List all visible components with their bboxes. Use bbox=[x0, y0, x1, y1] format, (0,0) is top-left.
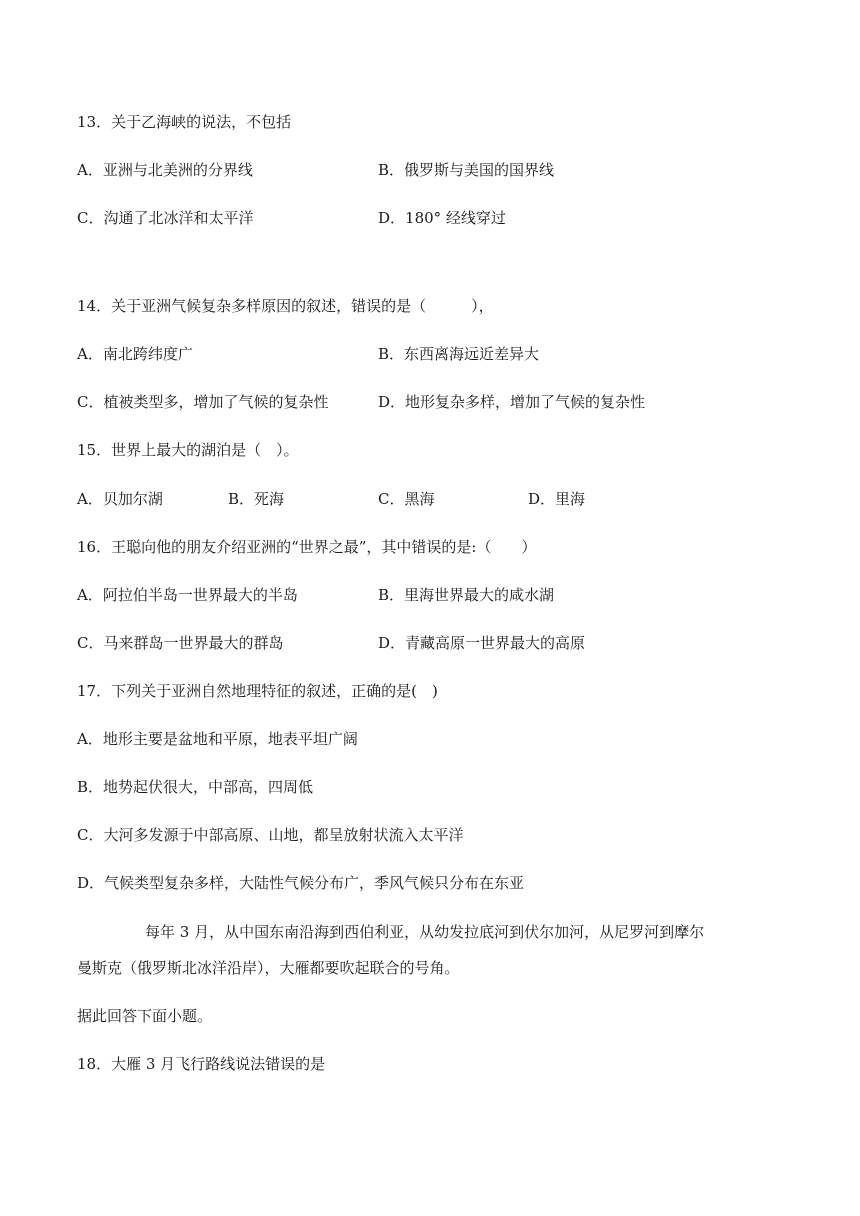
question-18-stem: 18．大雁 3 月飞行路线说法错误的是 bbox=[77, 1055, 326, 1073]
passage-prompt: 据此回答下面小题。 bbox=[77, 1007, 213, 1025]
question-14-option-b: B．东西离海远近差异大 bbox=[378, 345, 540, 363]
question-14-option-d: D．地形复杂多样，增加了气候的复杂性 bbox=[378, 393, 646, 411]
question-15-option-a: A．贝加尔湖 bbox=[77, 490, 163, 508]
question-15-option-d: D．里海 bbox=[528, 490, 586, 508]
question-13-option-d: D．180° 经线穿过 bbox=[378, 209, 506, 227]
question-17-option-b: B．地势起伏很大，中部高，四周低 bbox=[77, 778, 314, 796]
question-17-option-c: C．大河多发源于中部高原、山地，都呈放射状流入太平洋 bbox=[77, 826, 464, 844]
question-13-option-a: A．亚洲与北美洲的分界线 bbox=[77, 161, 253, 179]
question-16-option-d: D．青藏高原一世界最大的高原 bbox=[378, 634, 586, 652]
question-16-option-a: A．阿拉伯半岛一世界最大的半岛 bbox=[77, 586, 298, 604]
passage-line-2: 曼斯克（俄罗斯北冰洋沿岸），大雁都要吹起联合的号角。 bbox=[77, 959, 460, 977]
question-13-stem: 13．关于乙海峡的说法，不包括 bbox=[77, 113, 292, 131]
question-15-option-c: C．黑海 bbox=[378, 490, 435, 508]
question-14-stem: 14．关于亚洲气候复杂多样原因的叙述，错误的是（ ）， bbox=[77, 297, 494, 315]
question-16-stem: 16．王聪向他的朋友介绍亚洲的“世界之最”，其中错误的是:（ ） bbox=[77, 538, 537, 556]
passage-line-1: 每年 3 月，从中国东南沿海到西伯利亚，从幼发拉底河到伏尔加河，从尼罗河到摩尔 bbox=[145, 923, 705, 941]
question-17-stem: 17．下列关于亚洲自然地理特征的叙述，正确的是( ) bbox=[77, 682, 438, 700]
question-15-stem: 15．世界上最大的湖泊是（ ）。 bbox=[77, 441, 299, 459]
question-13-option-c: C．沟通了北冰洋和太平洋 bbox=[77, 209, 254, 227]
question-13-option-b: B．俄罗斯与美国的国界线 bbox=[378, 161, 555, 179]
question-14-option-a: A．南北跨纬度广 bbox=[77, 345, 193, 363]
question-17-option-d: D．气候类型复杂多样，大陆性气候分布广，季风气候只分布在东亚 bbox=[77, 874, 525, 892]
question-16-option-c: C．马来群岛一世界最大的群岛 bbox=[77, 634, 284, 652]
question-16-option-b: B．里海世界最大的咸水湖 bbox=[378, 586, 555, 604]
question-17-option-a: A．地形主要是盆地和平原，地表平坦广阔 bbox=[77, 730, 358, 748]
question-14-option-c: C．植被类型多，增加了气候的复杂性 bbox=[77, 393, 329, 411]
question-15-option-b: B．死海 bbox=[228, 490, 285, 508]
